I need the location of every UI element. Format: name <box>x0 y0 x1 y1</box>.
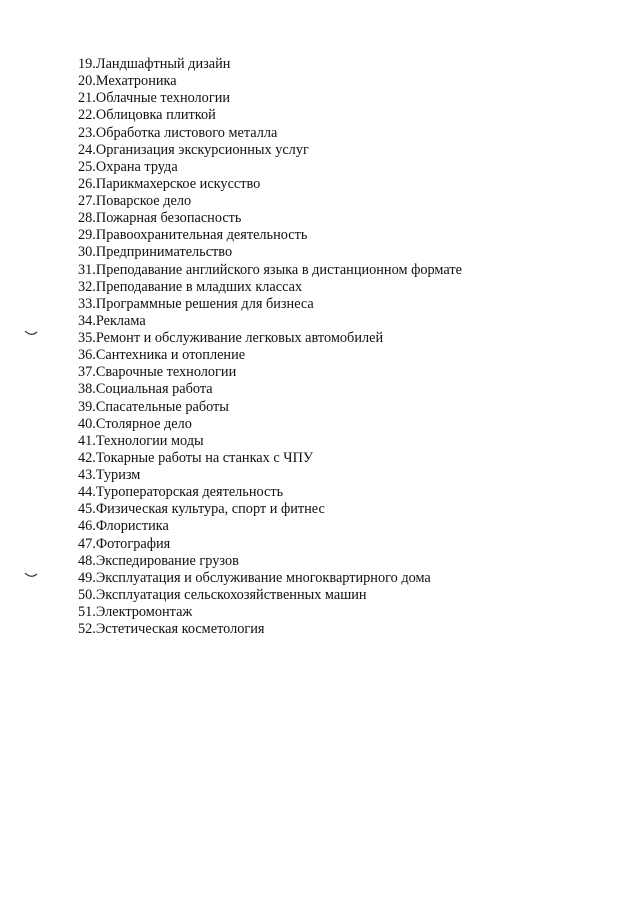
list-item: 52.Эстетическая косметология <box>78 621 265 638</box>
list-item: 44.Туроператорская деятельность <box>78 484 284 501</box>
list-item: 35.Ремонт и обслуживание легковых автомобилей <box>78 330 384 346</box>
list-item: 49.Эксплуатация и обслуживание многоквартирного дома <box>78 569 431 586</box>
list-item: 31.Преподавание английского языка в дистанционном формате <box>78 261 462 278</box>
list-item: 30.Предпринимательство <box>78 244 233 261</box>
list-item: 21.Облачные технологии <box>78 90 231 107</box>
list-item: 36.Сантехника и отопление <box>78 347 246 364</box>
list-item: 25.Охрана труда <box>78 158 178 175</box>
list-item: 33.Программные решения для бизнеса <box>78 295 314 312</box>
list-item: 24.Организация экскурсионных услуг <box>78 141 309 158</box>
list-item: 46.Флористика <box>78 518 169 535</box>
scan-mark <box>24 330 38 336</box>
list-item: 48.Экспедирование грузов <box>78 552 239 569</box>
list-item: 20.Мехатроника <box>78 73 177 90</box>
competency-list <box>78 56 462 638</box>
list-item: 41.Технологии моды <box>78 432 204 449</box>
list-item: 47.Фотография <box>78 535 171 552</box>
list-item: 40.Столярное дело <box>78 415 192 432</box>
list-item: 45.Физическая культура, спорт и фитнес <box>78 501 325 518</box>
list-item: 23.Обработка листового металла <box>78 124 278 141</box>
list-item: 22.Облицовка плиткой <box>78 107 216 124</box>
list-item: 27.Поварское дело <box>78 193 192 209</box>
list-item: 50.Эксплуатация сельскохозяйственных машин <box>78 586 367 603</box>
list-item: 37.Сварочные технологии <box>78 364 237 381</box>
list-item: 38.Социальная работа <box>78 381 213 398</box>
list-item: 19.Ландшафтный дизайн <box>78 56 231 72</box>
list-item: 39.Спасательные работы <box>78 398 229 415</box>
list-item: 51.Электромонтаж <box>78 604 193 620</box>
list-item: 43.Туризм <box>78 467 141 483</box>
list-item: 42.Токарные работы на станках с ЧПУ <box>78 449 314 466</box>
scan-mark <box>24 572 38 578</box>
list-item: 34.Реклама <box>78 312 146 329</box>
list-item: 29.Правоохранительная деятельность <box>78 227 308 244</box>
list-item: 28.Пожарная безопасность <box>78 210 242 227</box>
list-item: 26.Парикмахерское искусство <box>78 175 261 192</box>
list-item: 32.Преподавание в младших классах <box>78 278 303 295</box>
